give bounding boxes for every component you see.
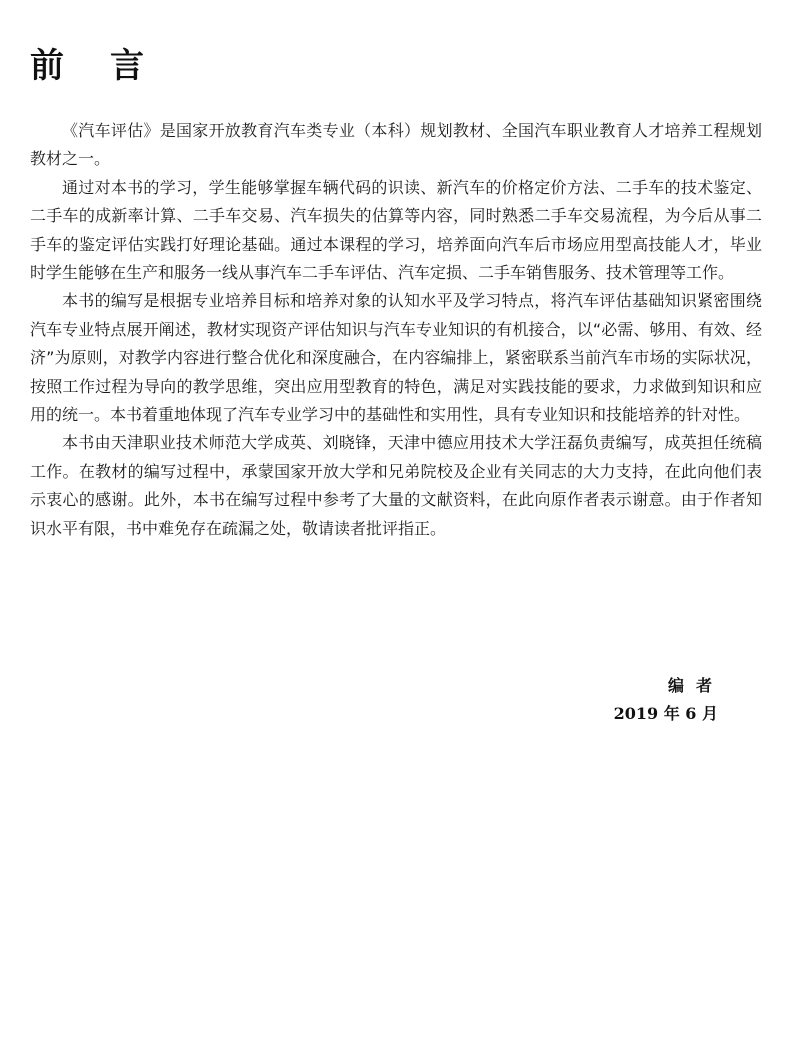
paragraph-1: 《汽车评估》是国家开放教育汽车类专业（本科）规划教材、全国汽车职业教育人才培养工程规划教材之一。 (30, 121, 762, 169)
signature-author: 编者 (667, 676, 724, 695)
paragraph-2: 通过对本书的学习，学生能够掌握车辆代码的识读、新汽车的价格定价方法、二手车的技术鉴定、二手车的成新率计算、二手车交易、汽车损失的估算等内容，同时熟悉二手车交易流程，为今后从事二手车的鉴定评估实践打好理论基础。通过本课程的学习，培养面向汽车后市场应用型高技能人才，毕业时学生能够在生产和服务一线从事汽车二手车评估、汽车定损、二手车销售服务、技术管理等工作。 (30, 177, 762, 283)
paragraph-3: 本书的编写是根据专业培养目标和培养对象的认知水平及学习特点，将汽车评估基础知识紧密围绕汽车专业特点展开阐述，教材实现资产评估知识与汽车专业知识的有机接合，以“必需、够用、有效、经济”为原则，对教学内容进行整合优化和深度融合，在内容编排上，紧密联系当前汽车市场的实际状况，按照工作过程为导向的教学思维，突出应用型教育的特色，满足对实践技能的要求，力求做到知识和应用的统一。本书着重地体现了汽车专业学习中的基础性和实用性，具有专业知识和技能培养的针对性。 (30, 291, 762, 425)
signature-date: 2019 年 6 月 (613, 704, 718, 723)
page-title: 前言 (30, 46, 190, 86)
signature-block (613, 672, 724, 728)
paragraph-4: 本书由天津职业技术师范大学成英、刘晓锋，天津中德应用技术大学汪磊负责编写，成英担任统稿工作。在教材的编写过程中，承蒙国家开放大学和兄弟院校及企业有关同志的大力支持，在此向他们表示衷心的感谢。此外，本书在编写过程中参考了大量的文献资料，在此向原作者表示谢意。由于作者知识水平有限，书中难免存在疏漏之处，敬请读者批评指正。 (30, 433, 762, 538)
preface-body (30, 117, 762, 543)
